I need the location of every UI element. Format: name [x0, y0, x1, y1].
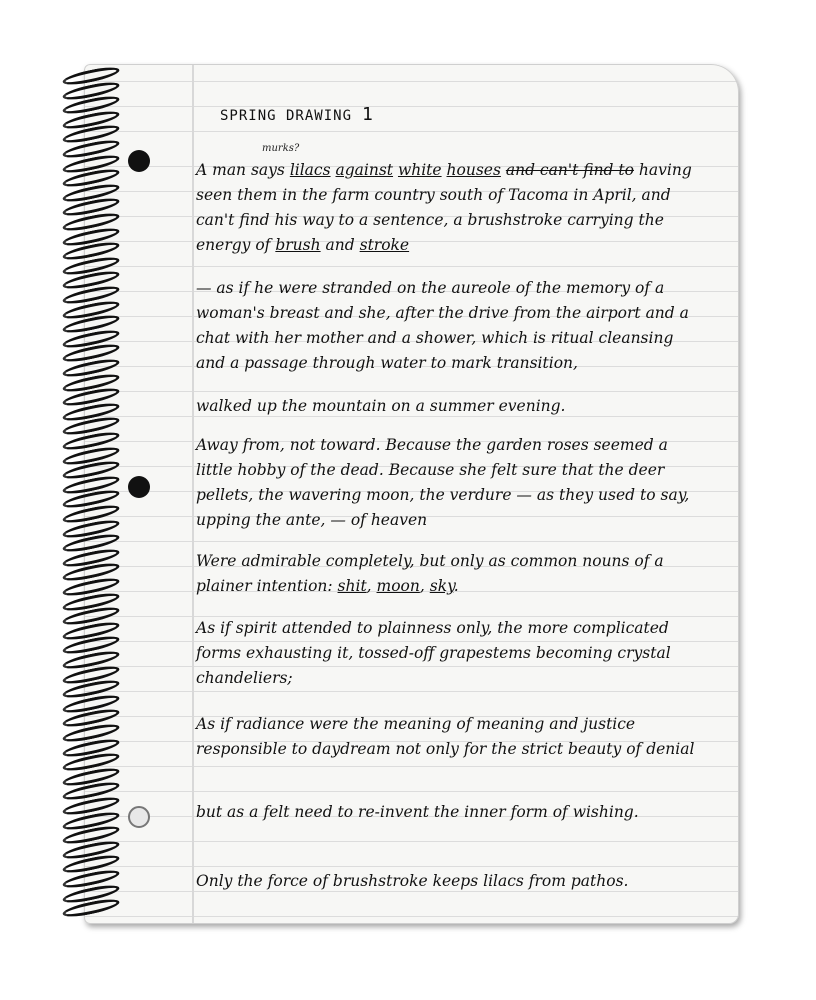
p5-text-d: .	[453, 577, 459, 595]
p5-text-b: ,	[366, 577, 377, 595]
word-against: against	[335, 161, 394, 179]
p5-text-c: ,	[419, 577, 430, 595]
margin-annotation: murks?	[262, 143, 300, 154]
paragraph-1	[196, 158, 706, 258]
word-sky: sky	[429, 577, 454, 595]
title-text: SPRING DRAWING	[220, 108, 353, 124]
spiral-binding	[62, 70, 122, 920]
paragraph-5	[196, 549, 706, 599]
paragraph-3: walked up the mountain on a summer evening.	[196, 397, 566, 415]
paragraph-9: Only the force of brushstroke keeps lilacs from pathos.	[196, 872, 629, 890]
paragraph-4: Away from, not toward. Because the garden roses seemed a little hobby of the dead. Because she felt sure that the deer pellets, the wavering moon, the verdure — as they used to say, upping the ante, — of heaven	[196, 436, 690, 529]
title-number: 1	[362, 104, 374, 125]
word-brush: brush	[275, 236, 321, 254]
punch-hole-top	[128, 150, 150, 172]
p1-text-a: A man says	[196, 161, 290, 179]
word-houses: houses	[446, 161, 501, 179]
paragraph-7: As if radiance were the meaning of meaning and justice responsible to daydream not only for the strict beauty of denial	[196, 715, 695, 758]
p1-text-g: and	[320, 236, 360, 254]
paragraph-8: but as a felt need to re-invent the inner form of wishing.	[196, 803, 639, 821]
word-shit: shit	[337, 577, 367, 595]
punch-hole-bottom	[128, 806, 150, 828]
p1-text-f: having seen them in the farm country south of Tacoma in April, and can't find his way to a sentence, a brushstroke carrying the energy of	[196, 161, 692, 254]
struck-text: and can't find to	[505, 161, 634, 179]
word-lilacs: lilacs	[289, 161, 331, 179]
p5-text-a: Were admirable completely, but only as common nouns of a plainer intention:	[196, 552, 664, 595]
word-stroke: stroke	[359, 236, 410, 254]
paragraph-2: — as if he were stranded on the aureole of the memory of a woman's breast and she, after the drive from the airport and a chat with her mother and a shower, which is ritual cleansing and a passage through water to mark transition,	[196, 279, 689, 372]
paragraph-6: As if spirit attended to plainness only, the more complicated forms exhausting it, tossed-off grapestems becoming crystal chandeliers;	[196, 619, 671, 687]
word-white: white	[397, 161, 442, 179]
punch-hole-middle	[128, 476, 150, 498]
word-moon: moon	[376, 577, 420, 595]
page-title	[220, 104, 374, 125]
